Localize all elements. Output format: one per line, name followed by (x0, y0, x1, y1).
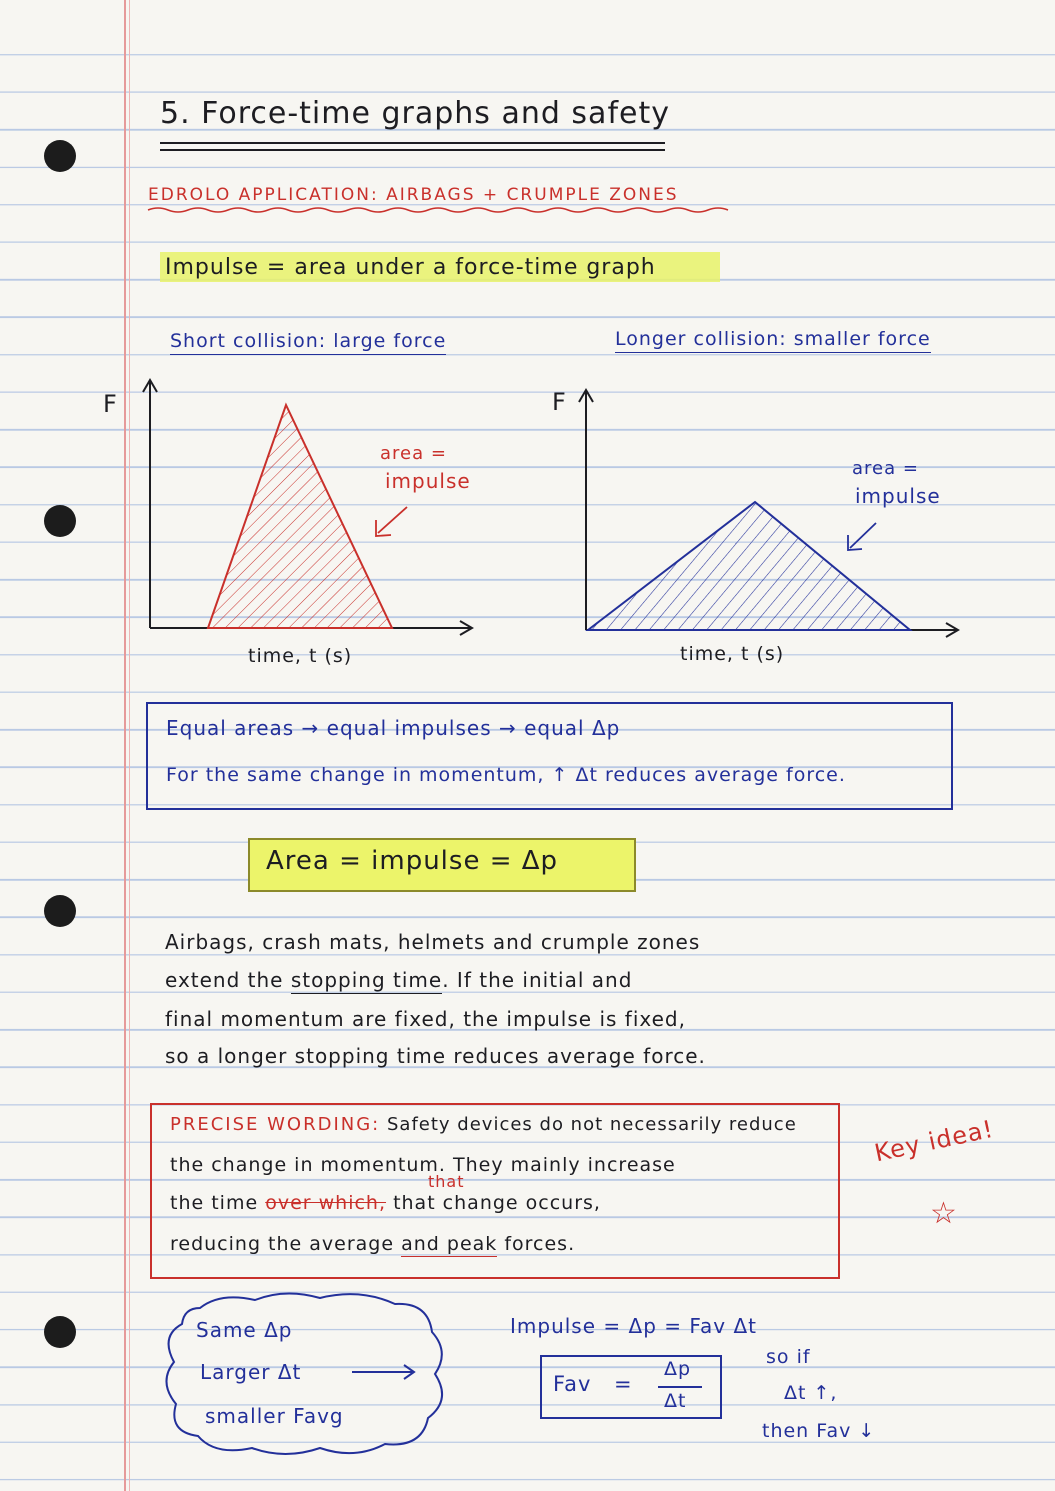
short-collision-heading: Short collision: large force (170, 330, 446, 352)
cloud-line-2: Larger Δt (200, 1360, 302, 1384)
paragraph-line-2: extend the stopping time. If the initial and (165, 968, 633, 992)
precise-line-2: the change in momentum. They mainly increase (170, 1154, 676, 1176)
arrow-right-icon (350, 1362, 420, 1382)
punch-hole (44, 895, 76, 927)
long-impulse-triangle (588, 502, 910, 630)
fraction-denominator: Δt (664, 1390, 687, 1412)
same-momentum-line: For the same change in momentum, ↑ Δt reduces average force. (166, 764, 846, 786)
fraction-numerator: Δp (664, 1358, 692, 1380)
paragraph-line-3: final momentum are fixed, the impulse is fixed, (165, 1007, 686, 1031)
application-heading: EDROLO APPLICATION: AIRBAGS + CRUMPLE ZONES (148, 185, 679, 205)
fraction-bar (658, 1386, 702, 1388)
y-axis-label: F (103, 390, 118, 418)
key-idea-note: Key idea! (872, 1114, 997, 1168)
star-icon: ☆ (930, 1196, 958, 1231)
cloud-line-3: smaller Favg (205, 1404, 344, 1428)
long-annotation-arrow (848, 523, 876, 550)
impulse-definition: Impulse = area under a force-time graph (165, 255, 656, 280)
precise-line-3: the time over which, that change occurs, (170, 1192, 601, 1214)
favg-symbol: Fav (553, 1372, 592, 1396)
key-equation: Area = impulse = Δp (266, 846, 559, 876)
short-x-axis-label: time, t (s) (248, 645, 353, 667)
so-if-text: so if (766, 1346, 811, 1368)
equals-sign: = (614, 1372, 633, 1396)
short-annotation-arrow (376, 507, 407, 536)
precise-line-1: PRECISE WORDING: Safety devices do not necessarily reduce (170, 1114, 797, 1135)
impulse-formula: Impulse = Δp = Fav Δt (510, 1314, 757, 1338)
struck-text: over which, (265, 1192, 387, 1214)
paragraph-line-1: Airbags, crash mats, helmets and crumple zones (165, 930, 701, 954)
precise-line-4: reducing the average and peak forces. (170, 1233, 576, 1255)
long-collision-heading: Longer collision: smaller force (615, 328, 931, 350)
short-impulse-triangle (208, 405, 392, 628)
paragraph-line-4: so a longer stopping time reduces average force. (165, 1044, 706, 1068)
equal-areas-line: Equal areas → equal impulses → equal Δp (166, 716, 621, 740)
inserted-word: that (428, 1172, 465, 1191)
long-impulse-label: impulse (855, 484, 941, 508)
page-title: 5. Force-time graphs and safety (160, 96, 670, 131)
long-y-axis-label: F (552, 388, 567, 416)
long-x-axis-label: time, t (s) (680, 643, 785, 665)
short-collision-graph (0, 0, 1055, 700)
delta-t-up-text: Δt ↑, (784, 1382, 838, 1404)
short-impulse-label: impulse (385, 469, 471, 493)
punch-hole (44, 1316, 76, 1348)
short-area-label: area = (380, 443, 447, 464)
then-favg-down-text: then Fav ↓ (762, 1420, 876, 1442)
cloud-line-1: Same Δp (196, 1318, 293, 1342)
long-area-label: area = (852, 458, 919, 479)
precise-label: PRECISE WORDING: (170, 1114, 381, 1135)
